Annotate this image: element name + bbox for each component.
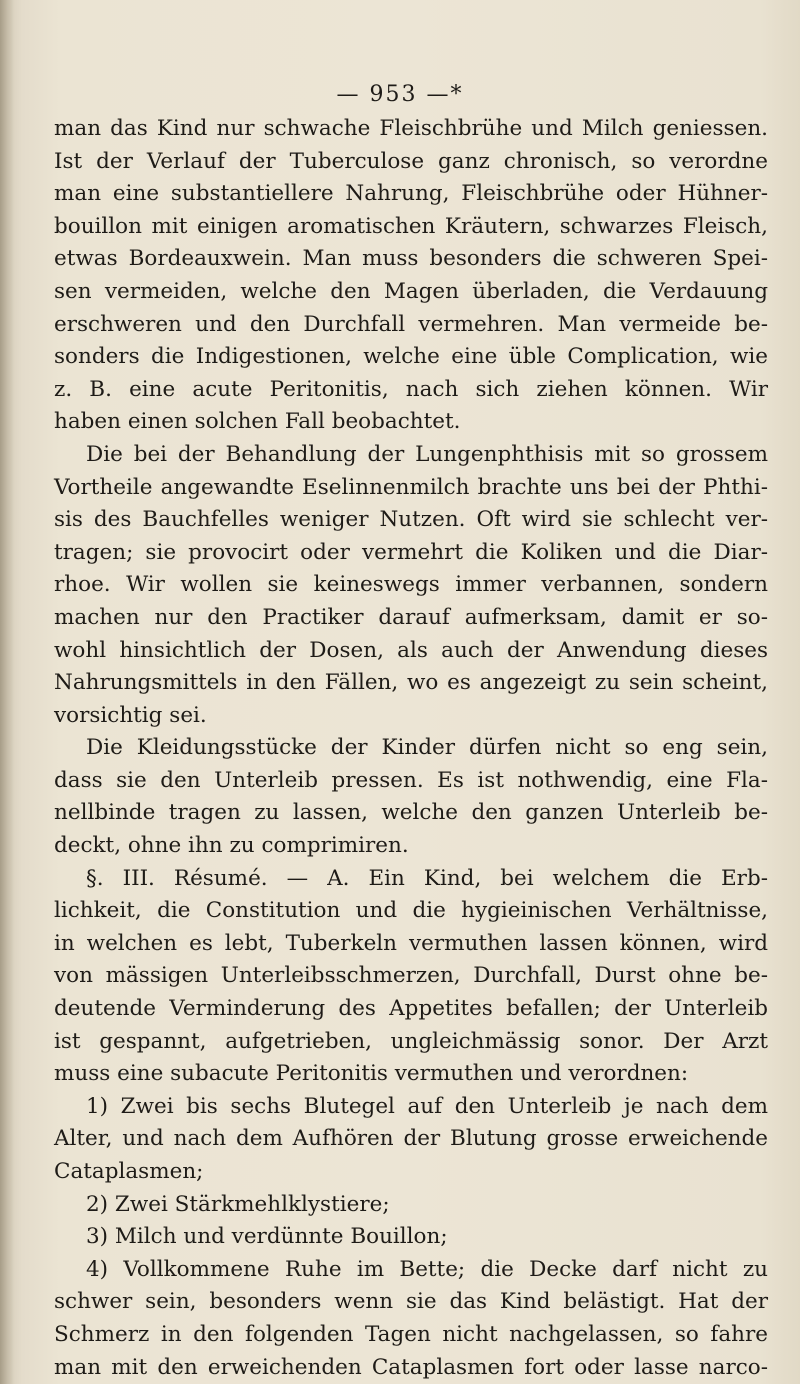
text-line: erschweren und den Durchfall vermehren. Man vermeide be-	[54, 311, 768, 337]
text-line: 1) Zwei bis sechs Blutegel auf den Unterleib je nach dem	[86, 1093, 768, 1119]
text-line: von mässigen Unterleibsschmerzen, Durchfall, Durst ohne be-	[54, 963, 768, 989]
text-line: Cataplasmen;	[54, 1159, 204, 1184]
text-line: haben einen solchen Fall beobachtet.	[54, 409, 461, 435]
text-line: schwer sein, besonders wenn sie das Kind belästigt. Hat der	[54, 1289, 768, 1315]
page-number-header: — 953 —*	[336, 82, 464, 107]
text-line: ist gespannt, aufgetrieben, ungleichmässig sonor. Der Arzt	[54, 1028, 768, 1054]
text-line: tragen; sie provocirt oder vermehrt die Koliken und die Diar-	[54, 539, 768, 565]
text-line: sonders die Indigestionen, welche eine üble Complication, wie	[54, 344, 768, 370]
text-line: man mit den erweichenden Cataplasmen fort oder lasse narco-	[54, 1354, 768, 1380]
text-line: Vortheile angewandte Eselinnenmilch brachte uns bei der Phthi-	[54, 474, 768, 500]
text-line: vorsichtig sei.	[54, 702, 207, 728]
text-line: 3) Milch und verdünnte Bouillon;	[86, 1224, 448, 1250]
text-line: lichkeit, die Constitution und die hygieinischen Verhältnisse,	[54, 898, 768, 924]
binding-edge	[0, 0, 14, 1384]
text-line: deckt, ohne ihn zu comprimiren.	[54, 833, 409, 859]
text-line: rhoe. Wir wollen sie keineswegs immer verbannen, sondern	[54, 572, 768, 598]
text-line: man das Kind nur schwache Fleischbrühe und Milch geniessen.	[54, 116, 768, 141]
text-line: sen vermeiden, welche den Magen überladen, die Verdauung	[54, 278, 768, 304]
text-line: Die bei der Behandlung der Lungenphthisis mit so grossem	[86, 441, 768, 467]
text-line: z. B. eine acute Peritonitis, nach sich ziehen können. Wir	[54, 376, 768, 402]
text-line: sis des Bauchfelles weniger Nutzen. Oft wird sie schlecht ver-	[54, 507, 768, 533]
body-text	[54, 113, 768, 1384]
text-line: 4) Vollkommene Ruhe im Bette; die Decke darf nicht zu	[86, 1256, 768, 1282]
text-line: machen nur den Practiker darauf aufmerksam, damit er so-	[54, 604, 768, 630]
text-line: Nahrungsmittels in den Fällen, wo es angezeigt zu sein scheint,	[54, 670, 768, 696]
text-line: nellbinde tragen zu lassen, welche den ganzen Unterleib be-	[54, 800, 768, 826]
text-line: 2) Zwei Stärkmehlklystiere;	[86, 1191, 390, 1217]
text-line: muss eine subacute Peritonitis vermuthen und verordnen:	[54, 1061, 689, 1087]
text-line: in welchen es lebt, Tuberkeln vermuthen lassen können, wird	[54, 930, 768, 956]
text-line: deutende Verminderung des Appetites befallen; der Unterleib	[54, 996, 768, 1022]
text-line: Die Kleidungsstücke der Kinder dürfen nicht so eng sein,	[86, 735, 768, 761]
text-line: bouillon mit einigen aromatischen Kräutern, schwarzes Fleisch,	[54, 213, 768, 239]
text-line: dass sie den Unterleib pressen. Es ist nothwendig, eine Fla-	[54, 767, 768, 793]
text-line: etwas Bordeauxwein. Man muss besonders die schweren Spei-	[54, 246, 768, 272]
text-line: Alter, und nach dem Aufhören der Blutung grosse erweichende	[54, 1126, 768, 1152]
text-line: Ist der Verlauf der Tuberculose ganz chronisch, so verordne	[54, 148, 768, 174]
text-line: §. III. Résumé. — A. Ein Kind, bei welchem die Erb-	[86, 865, 768, 891]
text-line: man eine substantiellere Nahrung, Fleischbrühe oder Hühner-	[54, 181, 768, 207]
text-line: Schmerz in den folgenden Tagen nicht nachgelassen, so fahre	[54, 1321, 768, 1347]
text-line: wohl hinsichtlich der Dosen, als auch der Anwendung dieses	[54, 637, 768, 663]
